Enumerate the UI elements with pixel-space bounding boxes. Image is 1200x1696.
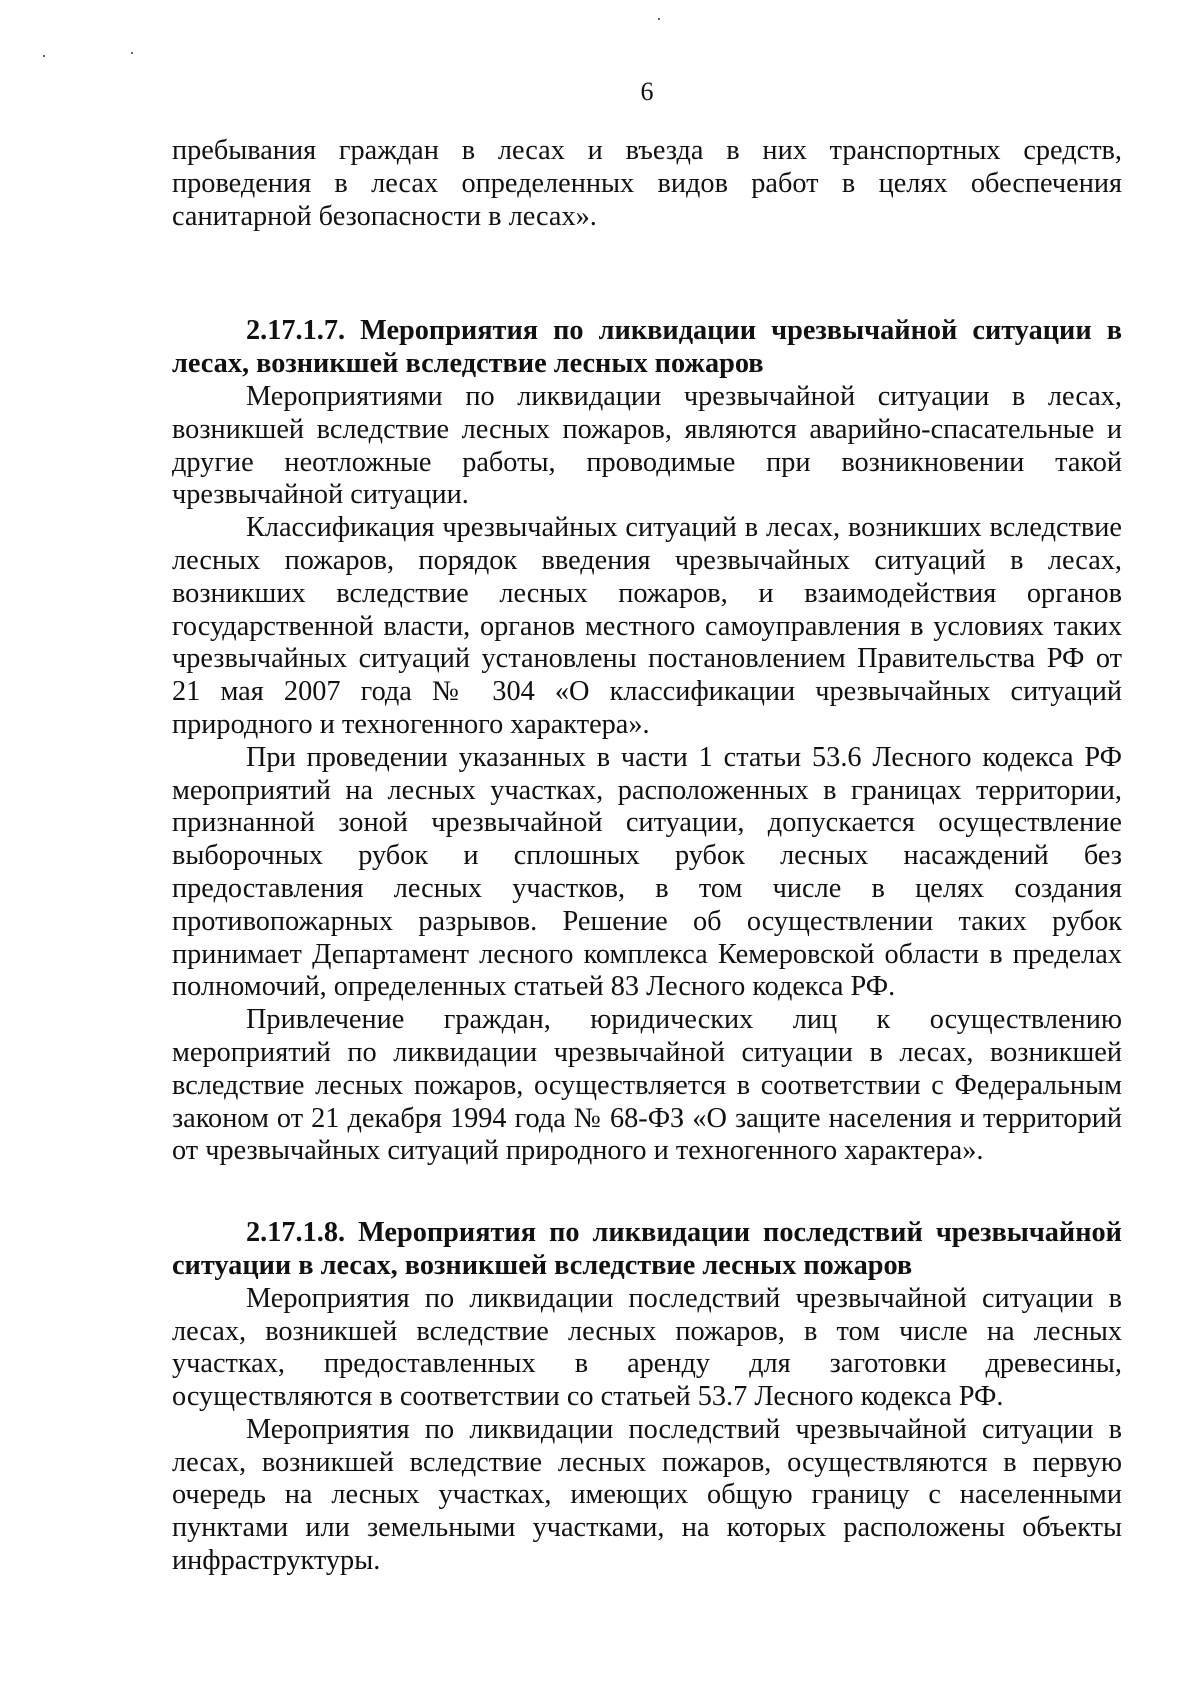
document-body bbox=[172, 135, 1122, 1578]
scan-speck bbox=[43, 55, 45, 57]
section-heading-2-17-1-7: 2.17.1.7. Мероприятия по ликвидации чрезвычайной ситуации в лесах, возникшей вследствие лесных пожаров bbox=[172, 315, 1122, 380]
paragraph: Мероприятиями по ликвидации чрезвычайной ситуации в лесах, возникшей вследствие лесных пожаров, являются аварийно-спасательные и другие неотложные работы, проводимые при возникновении такой чрезвычайной ситуации. bbox=[172, 380, 1122, 511]
spacer bbox=[172, 1168, 1122, 1217]
section-heading-2-17-1-8: 2.17.1.8. Мероприятия по ликвидации последствий чрезвычайной ситуации в лесах, возникшей вследствие лесных пожаров bbox=[172, 1217, 1122, 1281]
paragraph: Классификация чрезвычайных ситуаций в лесах, возникших вследствие лесных пожаров, порядок введения чрезвычайных ситуаций в лесах, возникших вследствие лесных пожаров, и взаимодействия органов государственной власти, органов местного самоуправления в условиях таких чрезвычайных ситуаций установлены постановлением Правительства РФ от 21 мая 2007 года № 304 «О классификации чрезвычайных ситуаций природного и техногенного характера». bbox=[172, 512, 1122, 740]
paragraph: Мероприятия по ликвидации последствий чрезвычайной ситуации в лесах, возникшей вследствие лесных пожаров, осуществляются в первую очередь на лесных участках, имеющих общую границу с населенными пунктами или земельными участками, на которых расположены объекты инфраструктуры. bbox=[172, 1413, 1122, 1577]
intro-paragraph: пребывания граждан в лесах и въезда в них транспортных средств, проведения в лесах определенных видов работ в целях обеспечения санитарной безопасности в лесах». bbox=[172, 135, 1122, 232]
paragraph: При проведении указанных в части 1 статьи 53.6 Лесного кодекса РФ мероприятий на лесных участках, расположенных в границах территории, признанной зоной чрезвычайной ситуации, допускается осуществление выборочных рубок и сплошных рубок лесных насаждений без предоставления лесных участков, в том числе в целях создания противопожарных разрывов. Решение об осуществлении таких рубок принимает Департамент лесного комплекса Кемеровской области в пределах полномочий, определенных статьей 83 Лесного кодекса РФ. bbox=[172, 741, 1122, 1003]
scan-speck bbox=[658, 18, 660, 20]
paragraph: Привлечение граждан, юридических лиц к осуществлению мероприятий по ликвидации чрезвычайной ситуации в лесах, возникшей вследствие лесных пожаров, осуществляется в соответствии с Федеральным законом от 21 декабря 1994 года № 68-ФЗ «О защите населения и территорий от чрезвычайных ситуаций природного и техногенного характера». bbox=[172, 1004, 1122, 1167]
spacer bbox=[172, 233, 1122, 315]
paragraph: Мероприятия по ликвидации последствий чрезвычайной ситуации в лесах, возникшей вследствие лесных пожаров, в том числе на лесных участках, предоставленных в аренду для заготовки древесины, осуществляются в соответствии со статьей 53.7 Лесного кодекса РФ. bbox=[172, 1282, 1122, 1413]
page-number: 6 bbox=[640, 77, 654, 106]
scan-speck bbox=[131, 52, 133, 54]
